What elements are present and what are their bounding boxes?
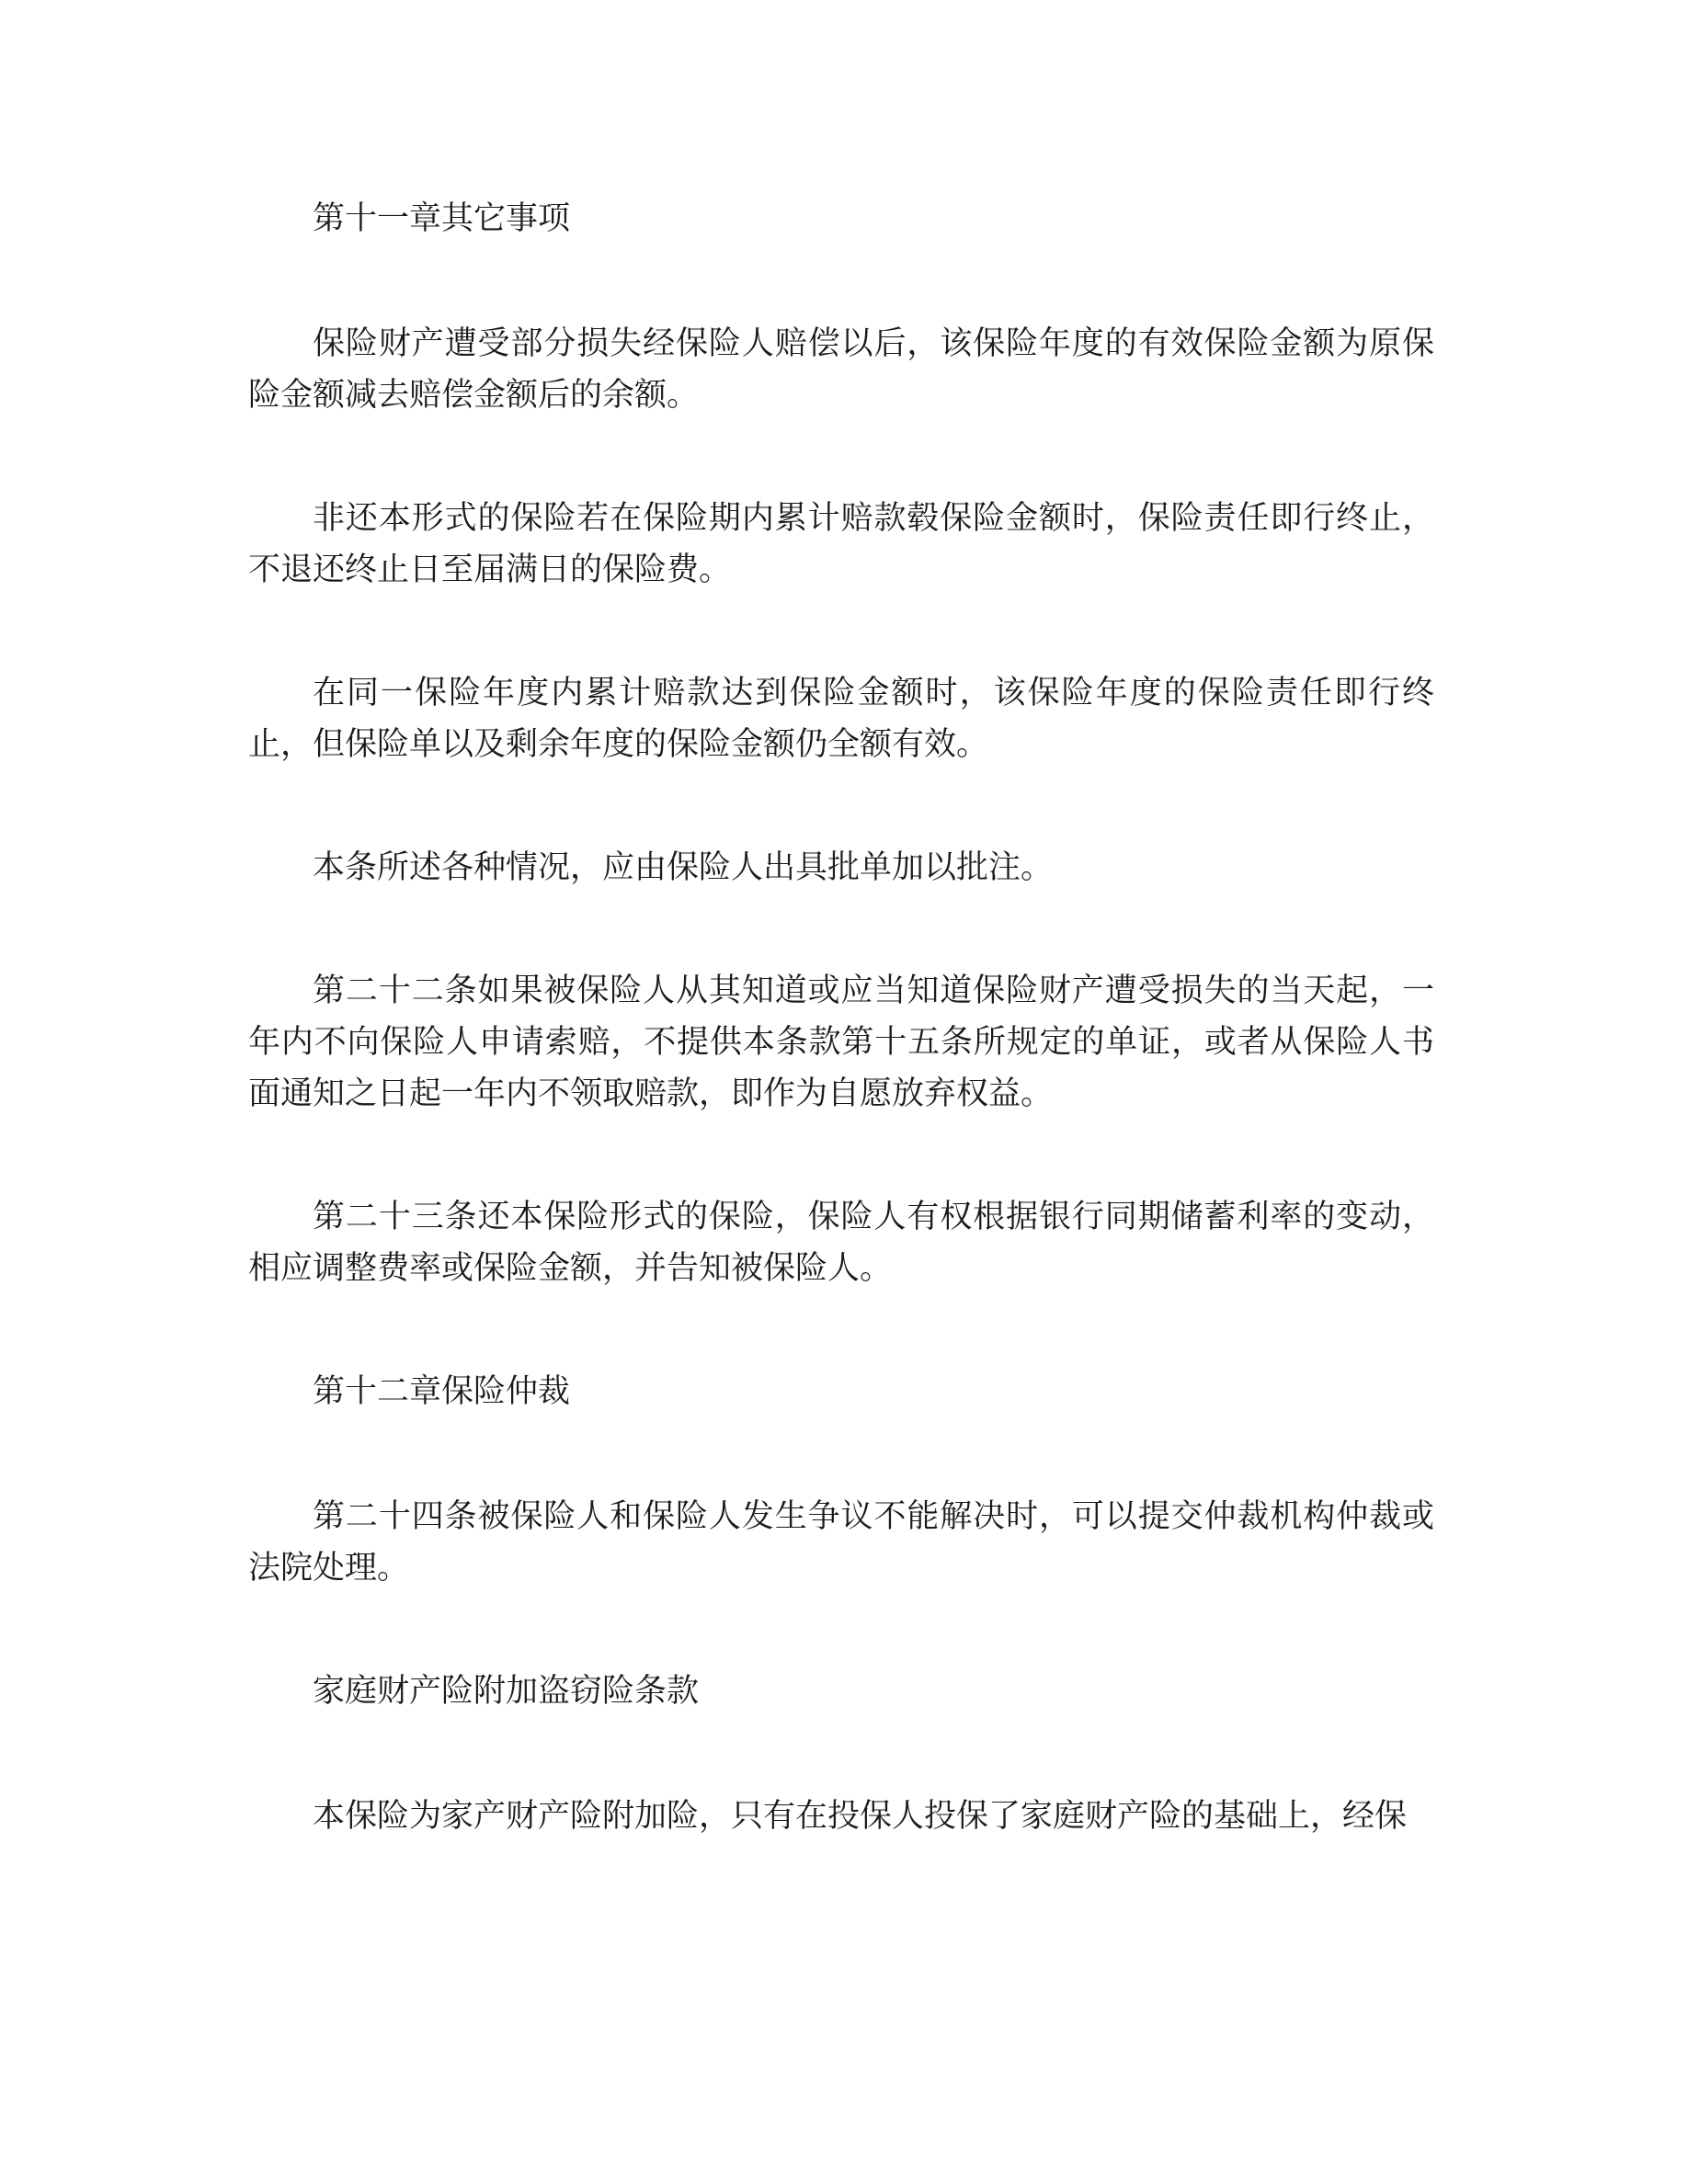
paragraph-endorsement: 本条所述各种情况，应由保险人出具批单加以批注。: [313, 849, 1054, 886]
paragraph-partial-loss: 保险财产遭受部分损失经保险人赔偿以后，该保险年度的有效保险金额为原保险金额减去赔偿金额后的余额。: [248, 325, 1434, 414]
paragraph-annual-limit: 在同一保险年度内累计赔款达到保险金额时，该保险年度的保险责任即行终止，但保险单以及剩余年度的保险金额仍全额有效。: [248, 675, 1434, 763]
theft-rider-heading: 家庭财产险附加盗窃险条款: [313, 1673, 700, 1710]
chapter-12-heading: 第十二章保险仲裁: [313, 1373, 571, 1410]
document-body: [248, 193, 1434, 1914]
article-23-paragraph: 第二十三条还本保险形式的保险，保险人有权根据银行同期储蓄利率的变动，相应调整费率或保险金额，并告知被保险人。: [248, 1199, 1434, 1287]
theft-rider-intro-paragraph: 本保险为家产财产险附加险，只有在投保人投保了家庭财产险的基础上，经保: [313, 1798, 1408, 1835]
article-22-paragraph: 第二十二条如果被保险人从其知道或应当知道保险财产遭受损失的当天起，一年内不向保险人申请索赔，不提供本条款第十五条所规定的单证，或者从保险人书面通知之日起一年内不领取赔款，即作为自愿放弃权益。: [248, 973, 1434, 1112]
paragraph-non-refund-termination: 非还本形式的保险若在保险期内累计赔款毂保险金额时，保险责任即行终止，不退还终止日至届满日的保险费。: [248, 500, 1434, 588]
article-24-paragraph: 第二十四条被保险人和保险人发生争议不能解决时，可以提交仲裁机构仲裁或法院处理。: [248, 1498, 1434, 1587]
chapter-11-heading: 第十一章其它事项: [313, 200, 571, 237]
